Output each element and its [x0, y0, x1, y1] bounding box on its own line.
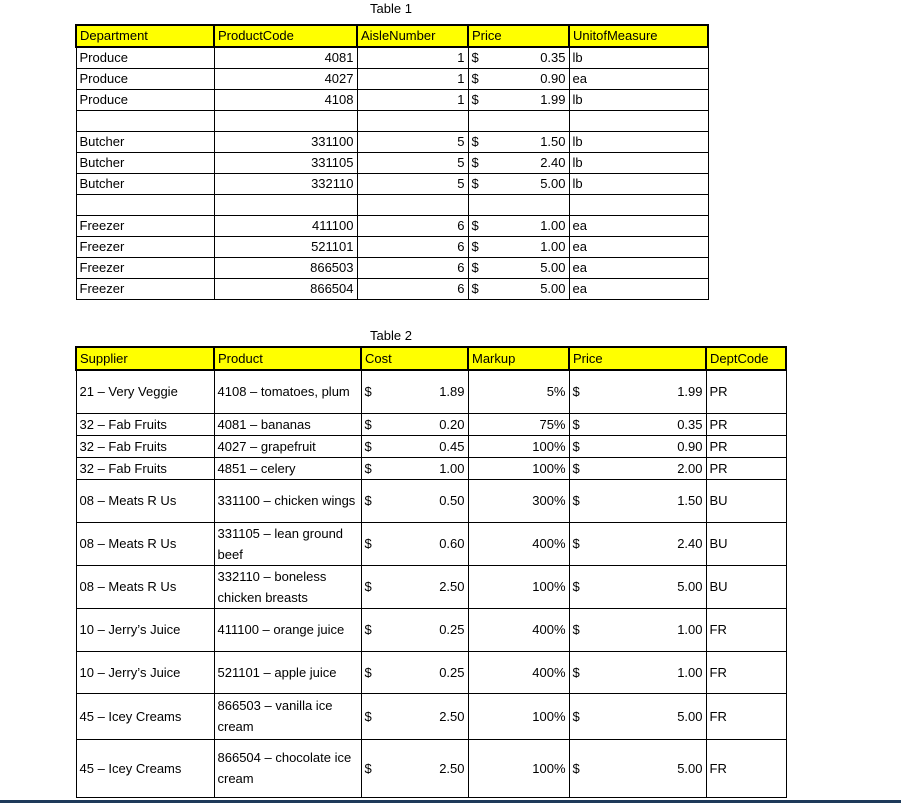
price-cell — [569, 479, 706, 522]
unit-cell: ea — [569, 258, 708, 279]
currency-symbol: $ — [471, 218, 479, 233]
price-cell — [569, 565, 706, 608]
currency-symbol: $ — [572, 438, 580, 454]
currency-symbol: $ — [572, 579, 580, 594]
aisle-cell: 6 — [357, 216, 468, 237]
cost-cell — [361, 435, 468, 457]
column-header: ProductCode — [214, 25, 357, 47]
price-cell — [569, 608, 706, 651]
table-row — [76, 279, 708, 300]
currency-symbol: $ — [572, 760, 580, 776]
amount: 5.00 — [677, 579, 703, 594]
currency-symbol: $ — [572, 622, 580, 637]
price-cell — [468, 195, 569, 216]
department-cell — [76, 111, 214, 132]
dept-code-cell: FR — [706, 693, 786, 739]
amount: 2.50 — [439, 708, 465, 724]
price-cell — [569, 739, 706, 797]
currency-symbol: $ — [572, 493, 580, 508]
unit-cell — [569, 111, 708, 132]
price-cell — [569, 651, 706, 693]
supplier-cell: 21 – Very Veggie — [76, 370, 214, 413]
price-cell — [569, 693, 706, 739]
markup-cell: 75% — [468, 413, 569, 435]
table-row — [76, 258, 708, 279]
amount: 5.00 — [677, 760, 703, 776]
price-cell — [468, 216, 569, 237]
amount: 5.00 — [540, 260, 566, 275]
price-cell — [569, 413, 706, 435]
supplier-cell: 45 – Icey Creams — [76, 693, 214, 739]
column-header: AisleNumber — [357, 25, 468, 47]
dept-code-cell: FR — [706, 739, 786, 797]
department-cell: Butcher — [76, 174, 214, 195]
column-header: Department — [76, 25, 214, 47]
table-row — [76, 69, 708, 90]
price-cell — [468, 90, 569, 111]
amount: 0.90 — [540, 71, 566, 86]
currency-symbol: $ — [471, 281, 479, 296]
currency-symbol: $ — [572, 460, 580, 476]
table-row — [76, 216, 708, 237]
table-row — [76, 174, 708, 195]
currency-symbol: $ — [471, 50, 479, 65]
column-header: Cost — [361, 347, 468, 370]
product-code-cell — [214, 111, 357, 132]
cost-cell — [361, 651, 468, 693]
amount: 5.00 — [540, 176, 566, 191]
aisle-cell — [357, 195, 468, 216]
amount: 2.40 — [677, 536, 703, 551]
table-row — [76, 237, 708, 258]
supplier-cell: 32 – Fab Fruits — [76, 435, 214, 457]
table-header — [76, 25, 708, 47]
dept-code-cell: PR — [706, 435, 786, 457]
unit-cell: lb — [569, 153, 708, 174]
cost-cell — [361, 608, 468, 651]
table-row — [76, 479, 786, 522]
price-cell — [468, 237, 569, 258]
amount: 0.35 — [677, 416, 703, 432]
amount: 1.99 — [540, 92, 566, 107]
product-code-cell: 4081 — [214, 47, 357, 69]
amount: 1.00 — [677, 664, 703, 680]
currency-symbol: $ — [364, 536, 372, 551]
currency-symbol: $ — [572, 708, 580, 724]
department-cell: Butcher — [76, 132, 214, 153]
product-code-cell: 521101 — [214, 237, 357, 258]
currency-symbol: $ — [572, 664, 580, 680]
unit-cell: lb — [569, 90, 708, 111]
aisle-cell: 6 — [357, 237, 468, 258]
table-row — [76, 195, 708, 216]
currency-symbol: $ — [364, 760, 372, 776]
aisle-cell: 6 — [357, 258, 468, 279]
amount: 5.00 — [677, 708, 703, 724]
currency-symbol: $ — [572, 384, 580, 400]
product-cell: 866504 – chocolate ice cream — [214, 739, 361, 797]
supplier-cell: 10 – Jerry’s Juice — [76, 608, 214, 651]
product-cell: 866503 – vanilla ice cream — [214, 693, 361, 739]
markup-cell: 100% — [468, 457, 569, 479]
unit-cell: lb — [569, 174, 708, 195]
product-code-cell: 4108 — [214, 90, 357, 111]
dept-code-cell: PR — [706, 457, 786, 479]
table-1 — [75, 24, 709, 300]
amount: 1.00 — [439, 460, 465, 476]
table-row — [76, 413, 786, 435]
table-header — [76, 347, 786, 370]
currency-symbol: $ — [471, 92, 479, 107]
amount: 2.50 — [439, 760, 465, 776]
amount: 0.90 — [677, 438, 703, 454]
aisle-cell: 5 — [357, 132, 468, 153]
aisle-cell: 5 — [357, 174, 468, 195]
product-cell: 332110 – boneless chicken breasts — [214, 565, 361, 608]
currency-symbol: $ — [364, 664, 372, 680]
aisle-cell — [357, 111, 468, 132]
supplier-cell: 32 – Fab Fruits — [76, 457, 214, 479]
cost-cell — [361, 739, 468, 797]
department-cell: Produce — [76, 69, 214, 90]
table-row — [76, 651, 786, 693]
department-cell — [76, 195, 214, 216]
price-cell — [569, 457, 706, 479]
amount: 0.60 — [439, 536, 465, 551]
price-cell — [468, 111, 569, 132]
amount: 2.40 — [540, 155, 566, 170]
markup-cell: 400% — [468, 608, 569, 651]
product-code-cell: 411100 — [214, 216, 357, 237]
table-row — [76, 153, 708, 174]
price-cell — [468, 47, 569, 69]
cost-cell — [361, 413, 468, 435]
amount: 0.50 — [439, 493, 465, 508]
dept-code-cell: BU — [706, 479, 786, 522]
product-code-cell: 866504 — [214, 279, 357, 300]
currency-symbol: $ — [471, 134, 479, 149]
table1-title: Table 1 — [370, 1, 412, 16]
amount: 1.00 — [540, 218, 566, 233]
currency-symbol: $ — [364, 493, 372, 508]
department-cell: Butcher — [76, 153, 214, 174]
price-cell — [569, 522, 706, 565]
product-cell: 411100 – orange juice — [214, 608, 361, 651]
aisle-cell: 5 — [357, 153, 468, 174]
markup-cell: 100% — [468, 693, 569, 739]
currency-symbol: $ — [471, 260, 479, 275]
dept-code-cell: PR — [706, 370, 786, 413]
price-cell — [569, 370, 706, 413]
cost-cell — [361, 565, 468, 608]
amount: 1.50 — [540, 134, 566, 149]
table-row — [76, 132, 708, 153]
amount: 0.25 — [439, 622, 465, 637]
unit-cell: lb — [569, 47, 708, 69]
cost-cell — [361, 370, 468, 413]
product-code-cell: 331100 — [214, 132, 357, 153]
cost-cell — [361, 479, 468, 522]
department-cell: Freezer — [76, 237, 214, 258]
table-row — [76, 435, 786, 457]
product-code-cell: 866503 — [214, 258, 357, 279]
currency-symbol: $ — [471, 239, 479, 254]
amount: 5.00 — [540, 281, 566, 296]
unit-cell: ea — [569, 279, 708, 300]
supplier-cell: 45 – Icey Creams — [76, 739, 214, 797]
price-cell — [468, 69, 569, 90]
markup-cell: 5% — [468, 370, 569, 413]
amount: 1.00 — [540, 239, 566, 254]
unit-cell: ea — [569, 237, 708, 258]
table-row — [76, 47, 708, 69]
department-cell: Freezer — [76, 258, 214, 279]
currency-symbol: $ — [364, 416, 372, 432]
amount: 2.00 — [677, 460, 703, 476]
currency-symbol: $ — [471, 71, 479, 86]
markup-cell: 100% — [468, 739, 569, 797]
product-code-cell: 332110 — [214, 174, 357, 195]
price-cell — [468, 153, 569, 174]
amount: 0.35 — [540, 50, 566, 65]
department-cell: Freezer — [76, 216, 214, 237]
table-row — [76, 457, 786, 479]
currency-symbol: $ — [364, 708, 372, 724]
supplier-cell: 32 – Fab Fruits — [76, 413, 214, 435]
product-cell: 4081 – bananas — [214, 413, 361, 435]
department-cell: Produce — [76, 90, 214, 111]
markup-cell: 100% — [468, 435, 569, 457]
markup-cell: 300% — [468, 479, 569, 522]
table-row — [76, 111, 708, 132]
amount: 1.50 — [677, 493, 703, 508]
supplier-cell: 08 – Meats R Us — [76, 522, 214, 565]
dept-code-cell: PR — [706, 413, 786, 435]
currency-symbol: $ — [364, 579, 372, 594]
price-cell — [468, 258, 569, 279]
currency-symbol: $ — [364, 384, 372, 400]
unit-cell: lb — [569, 132, 708, 153]
dept-code-cell: BU — [706, 565, 786, 608]
price-cell — [468, 279, 569, 300]
amount: 2.50 — [439, 579, 465, 594]
product-cell: 4851 – celery — [214, 457, 361, 479]
product-cell: 4027 – grapefruit — [214, 435, 361, 457]
column-header: DeptCode — [706, 347, 786, 370]
table-row — [76, 739, 786, 797]
product-cell: 521101 – apple juice — [214, 651, 361, 693]
supplier-cell: 08 – Meats R Us — [76, 479, 214, 522]
currency-symbol: $ — [572, 416, 580, 432]
column-header: Price — [569, 347, 706, 370]
unit-cell — [569, 195, 708, 216]
table2-title: Table 2 — [370, 328, 412, 343]
aisle-cell: 6 — [357, 279, 468, 300]
markup-cell: 100% — [468, 565, 569, 608]
department-cell: Produce — [76, 47, 214, 69]
table-row — [76, 522, 786, 565]
currency-symbol: $ — [364, 460, 372, 476]
table-row — [76, 565, 786, 608]
product-code-cell: 4027 — [214, 69, 357, 90]
price-cell — [468, 132, 569, 153]
dept-code-cell: BU — [706, 522, 786, 565]
currency-symbol: $ — [364, 438, 372, 454]
currency-symbol: $ — [471, 176, 479, 191]
product-cell: 331100 – chicken wings — [214, 479, 361, 522]
table-row — [76, 608, 786, 651]
cost-cell — [361, 693, 468, 739]
department-cell: Freezer — [76, 279, 214, 300]
column-header: Supplier — [76, 347, 214, 370]
currency-symbol: $ — [364, 622, 372, 637]
column-header: Markup — [468, 347, 569, 370]
amount: 1.99 — [677, 384, 703, 400]
table-row — [76, 693, 786, 739]
aisle-cell: 1 — [357, 47, 468, 69]
amount: 0.20 — [439, 416, 465, 432]
cost-cell — [361, 522, 468, 565]
table-row — [76, 370, 786, 413]
amount: 0.45 — [439, 438, 465, 454]
amount: 0.25 — [439, 664, 465, 680]
product-cell: 331105 – lean ground beef — [214, 522, 361, 565]
unit-cell: ea — [569, 69, 708, 90]
price-cell — [468, 174, 569, 195]
aisle-cell: 1 — [357, 69, 468, 90]
column-header: Product — [214, 347, 361, 370]
supplier-cell: 10 – Jerry’s Juice — [76, 651, 214, 693]
product-cell: 4108 – tomatoes, plum — [214, 370, 361, 413]
markup-cell: 400% — [468, 522, 569, 565]
cost-cell — [361, 457, 468, 479]
currency-symbol: $ — [471, 155, 479, 170]
dept-code-cell: FR — [706, 608, 786, 651]
markup-cell: 400% — [468, 651, 569, 693]
column-header: Price — [468, 25, 569, 47]
product-code-cell — [214, 195, 357, 216]
amount: 1.00 — [677, 622, 703, 637]
currency-symbol: $ — [572, 536, 580, 551]
column-header: UnitofMeasure — [569, 25, 708, 47]
table-row — [76, 90, 708, 111]
price-cell — [569, 435, 706, 457]
supplier-cell: 08 – Meats R Us — [76, 565, 214, 608]
amount: 1.89 — [439, 384, 465, 400]
product-code-cell: 331105 — [214, 153, 357, 174]
unit-cell: ea — [569, 216, 708, 237]
table-2 — [75, 346, 787, 798]
dept-code-cell: FR — [706, 651, 786, 693]
aisle-cell: 1 — [357, 90, 468, 111]
